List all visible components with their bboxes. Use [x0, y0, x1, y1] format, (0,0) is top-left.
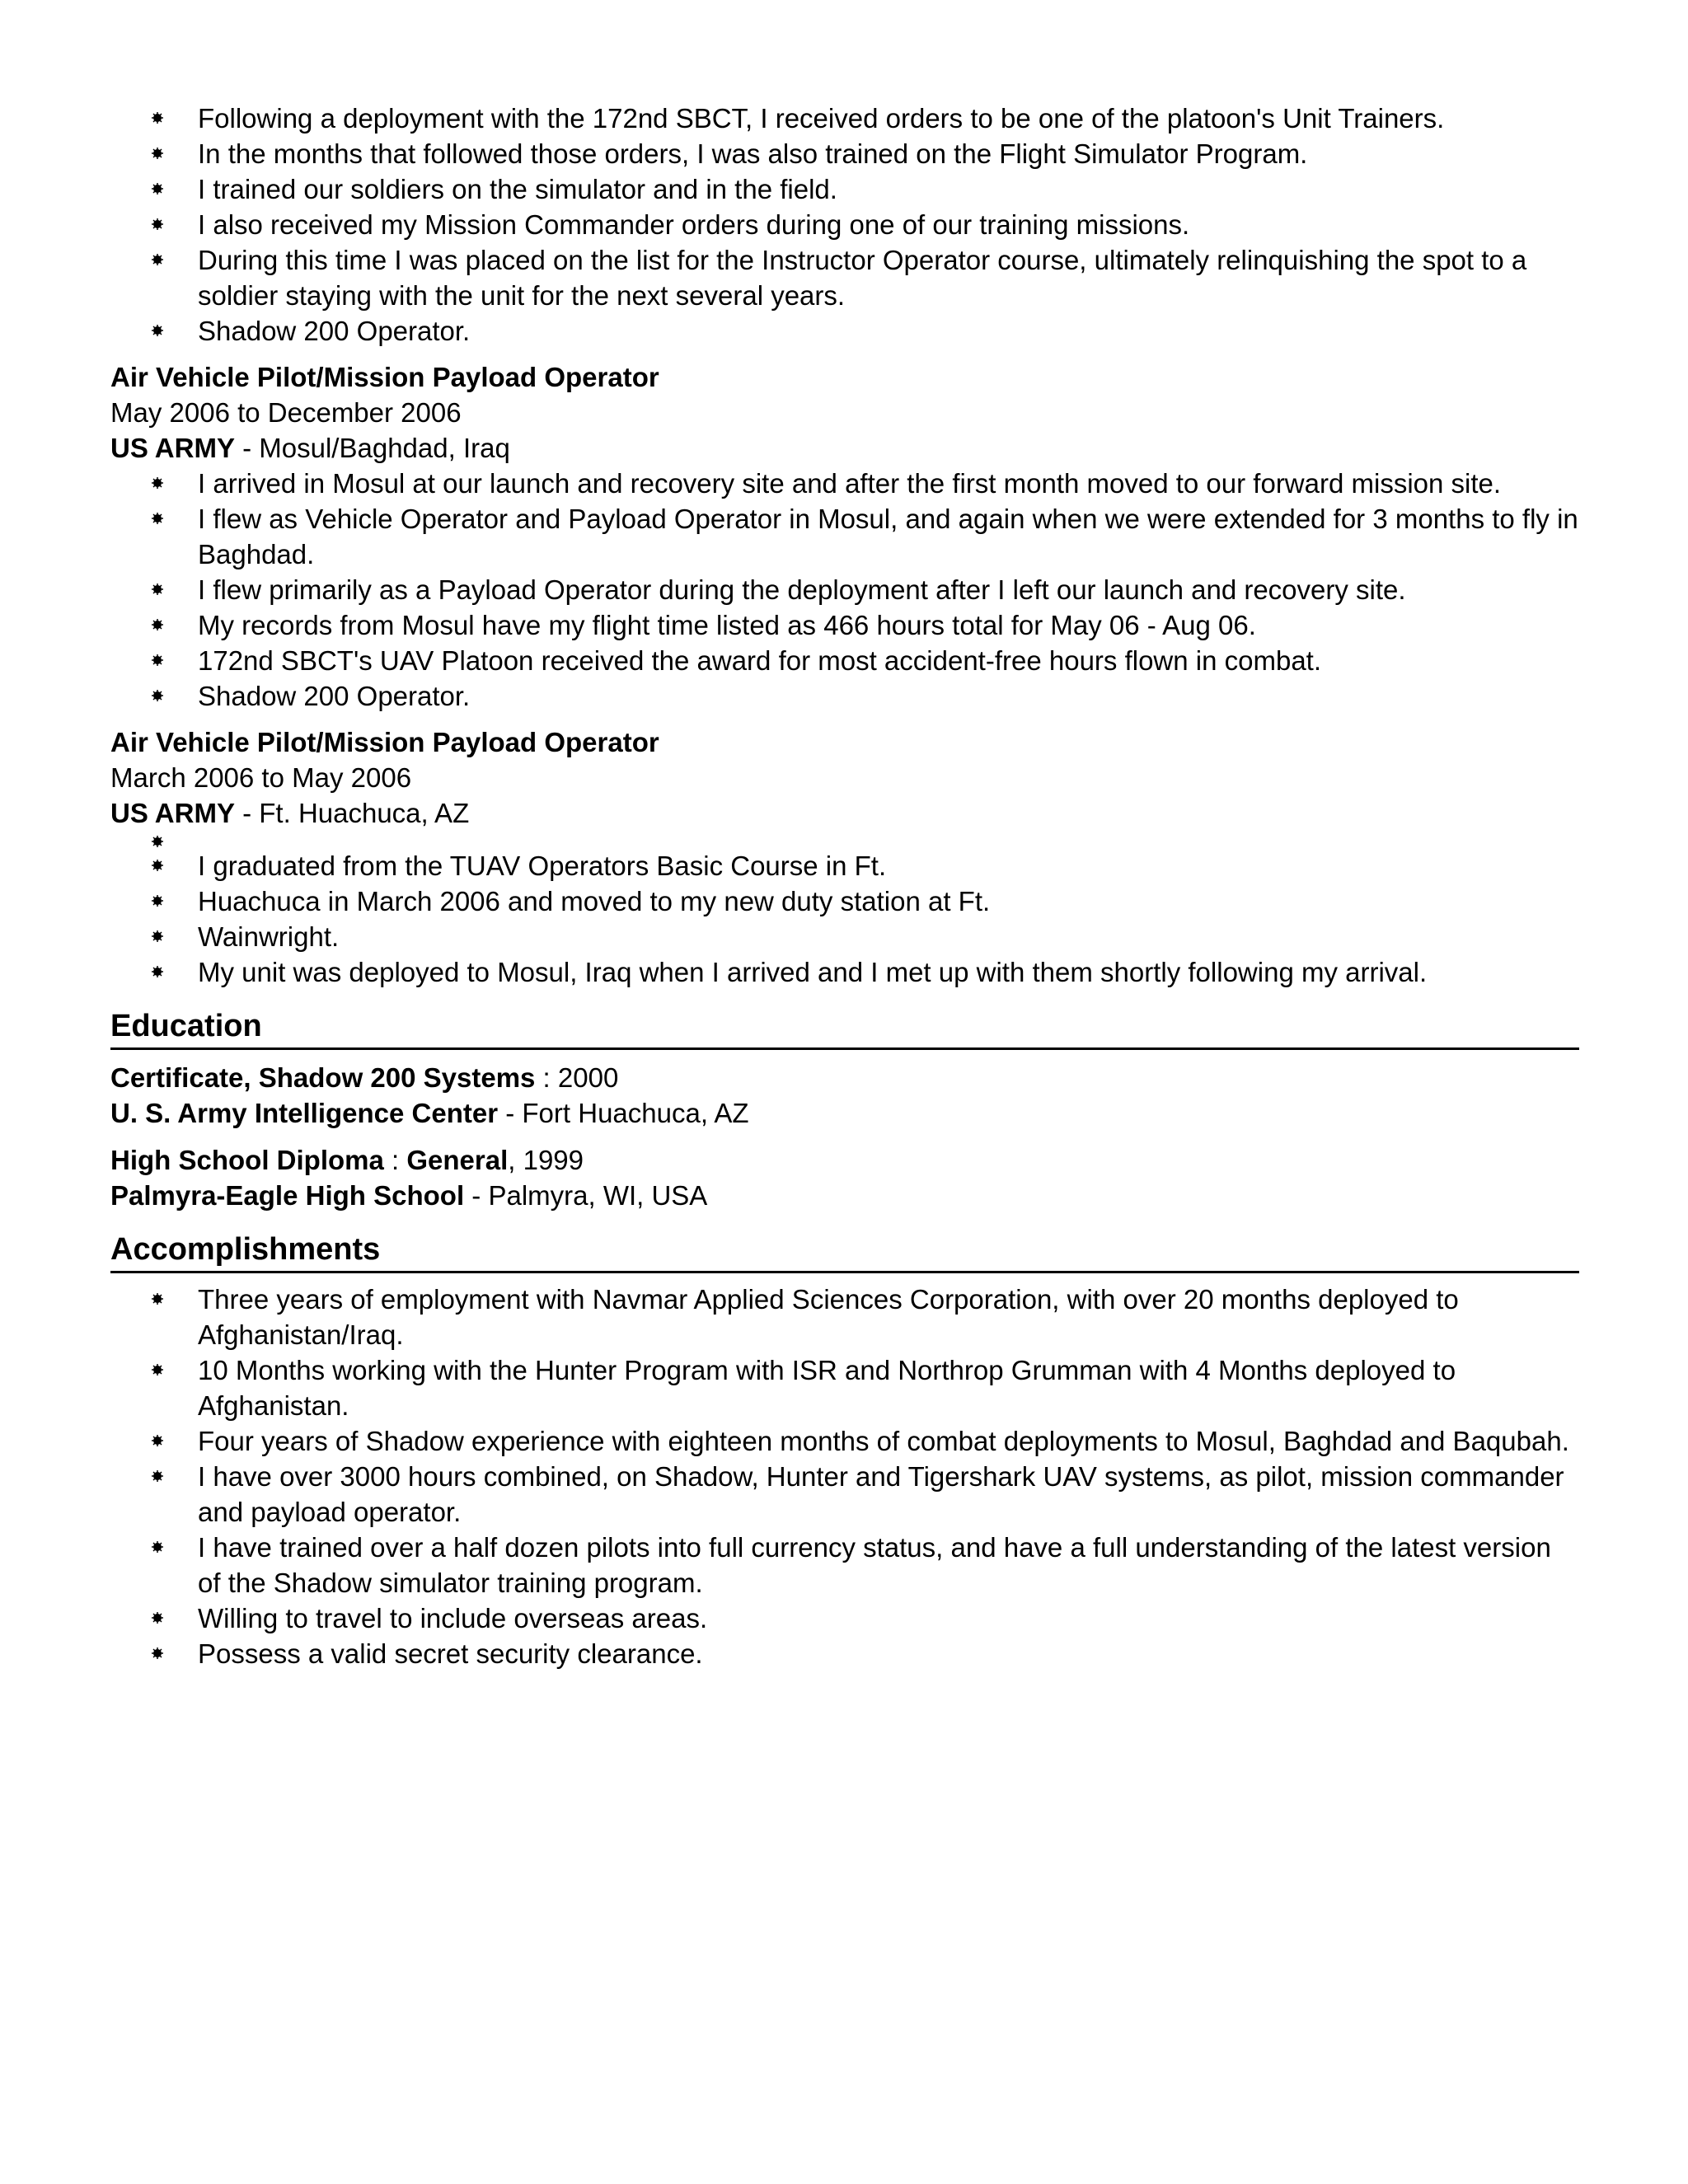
education-section [110, 1006, 1579, 1213]
job-bullet-list [110, 466, 1579, 714]
list-item: Shadow 200 Operator. [198, 678, 1579, 714]
list-item: I have trained over a half dozen pilots into full currency status, and have a full understanding of the latest version of the Shadow simulator training program. [198, 1530, 1579, 1601]
list-item: My unit was deployed to Mosul, Iraq when I arrived and I met up with them shortly following my arrival. [198, 954, 1579, 990]
list-item: I trained our soldiers on the simulator and in the field. [198, 171, 1579, 207]
education-degree-line: Certificate, Shadow 200 Systems : 2000 [110, 1062, 619, 1093]
education-school-line [110, 1178, 1579, 1213]
list-item: I flew primarily as a Payload Operator during the deployment after I left our launch and recovery site. [198, 572, 1579, 607]
bullet-icon [152, 477, 163, 489]
list-item: 172nd SBCT's UAV Platoon received the award for most accident-free hours flown in combat. [198, 643, 1579, 678]
job-employer: US ARMY [110, 433, 235, 463]
education-school-line [110, 1095, 1579, 1131]
education-school: Palmyra-Eagle High School [110, 1180, 465, 1211]
bullet-icon [152, 930, 163, 942]
job-entry [110, 360, 1579, 714]
bullet-icon [152, 836, 163, 847]
resume-page [110, 101, 1579, 1671]
list-item: Huachuca in March 2006 and moved to my new duty station at Ft. [198, 883, 1579, 919]
list-item: My records from Mosul have my flight time listed as 466 hours total for May 06 - Aug 06. [198, 607, 1579, 643]
bullet-icon [152, 1541, 163, 1553]
education-entry [110, 1060, 1579, 1131]
education-degree-line: High School Diploma : General, 1999 [110, 1145, 584, 1175]
list-item: Following a deployment with the 172nd SBCT, I received orders to be one of the platoon's Unit Trainers. [198, 101, 1579, 136]
list-item: Possess a valid secret security clearance. [198, 1636, 1579, 1671]
job-bullet-list [110, 831, 1579, 990]
top-bullet-list [110, 101, 1579, 349]
education-entry [110, 1142, 1579, 1213]
list-item: I flew as Vehicle Operator and Payload Operator in Mosul, and again when we were extended for 3 months to fly in Baghdad. [198, 501, 1579, 572]
bullet-icon [152, 1470, 163, 1482]
bullet-icon [152, 860, 163, 871]
bullet-icon [152, 1364, 163, 1376]
job-employer-line [110, 430, 1579, 466]
list-item: During this time I was placed on the list for the Instructor Operator course, ultimately relinquishing the spot to a soldier staying with the unit for the next several years. [198, 242, 1579, 313]
list-item: I arrived in Mosul at our launch and recovery site and after the first month moved to our forward mission site. [198, 466, 1579, 501]
education-location: - Palmyra, WI, USA [464, 1180, 708, 1211]
education-year: , 1999 [508, 1145, 584, 1175]
bullet-icon [152, 1612, 163, 1624]
section-heading-accomplishments: Accomplishments [110, 1230, 1579, 1273]
list-item: I have over 3000 hours combined, on Shadow, Hunter and Tigershark UAV systems, as pilot, mission commander and payload operator. [198, 1459, 1579, 1530]
bullet-icon [152, 966, 163, 977]
bullet-icon [152, 895, 163, 907]
education-school: U. S. Army Intelligence Center [110, 1098, 499, 1128]
bullet-icon [152, 1293, 163, 1305]
job-title: Air Vehicle Pilot/Mission Payload Operator [110, 362, 659, 392]
list-item: Shadow 200 Operator. [198, 313, 1579, 349]
list-item [198, 831, 1579, 848]
bullet-icon [152, 218, 163, 230]
education-field: General [406, 1145, 509, 1175]
bullet-icon [152, 654, 163, 666]
bullet-icon [152, 513, 163, 524]
list-item: Wainwright. [198, 919, 1579, 954]
bullet-icon [152, 690, 163, 701]
list-item: I graduated from the TUAV Operators Basic Course in Ft. [198, 848, 1579, 883]
job-location: - Ft. Huachuca, AZ [234, 798, 470, 828]
bullet-icon [152, 112, 163, 124]
accomplishments-section [110, 1230, 1579, 1671]
education-location: - Fort Huachuca, AZ [498, 1098, 749, 1128]
bullet-icon [152, 183, 163, 194]
section-heading-education: Education [110, 1006, 1579, 1050]
list-item: In the months that followed those orders, I was also trained on the Flight Simulator Program. [198, 136, 1579, 171]
job-title: Air Vehicle Pilot/Mission Payload Operator [110, 727, 659, 757]
education-degree: High School Diploma [110, 1145, 384, 1175]
bullet-icon [152, 254, 163, 265]
education-year: 2000 [557, 1062, 619, 1093]
list-item: 10 Months working with the Hunter Program with ISR and Northrop Grumman with 4 Months deployed to Afghanistan. [198, 1352, 1579, 1423]
bullet-icon [152, 1647, 163, 1659]
bullet-icon [152, 325, 163, 336]
bullet-icon [152, 1435, 163, 1446]
bullet-icon [152, 583, 163, 595]
bullet-icon [152, 148, 163, 159]
education-degree: Certificate, Shadow 200 Systems [110, 1062, 536, 1093]
job-employer-line [110, 795, 1579, 831]
list-item: Willing to travel to include overseas areas. [198, 1601, 1579, 1636]
job-dates: May 2006 to December 2006 [110, 397, 462, 428]
job-entry [110, 725, 1579, 990]
list-item: Four years of Shadow experience with eighteen months of combat deployments to Mosul, Baghdad and Baqubah. [198, 1423, 1579, 1459]
list-item: Three years of employment with Navmar Applied Sciences Corporation, with over 20 months deployed to Afghanistan/Iraq. [198, 1282, 1579, 1352]
list-item: I also received my Mission Commander orders during one of our training missions. [198, 207, 1579, 242]
accomplishments-bullet-list [110, 1282, 1579, 1671]
job-dates: March 2006 to May 2006 [110, 762, 412, 793]
job-location: - Mosul/Baghdad, Iraq [234, 433, 510, 463]
bullet-icon [152, 619, 163, 630]
job-employer: US ARMY [110, 798, 235, 828]
